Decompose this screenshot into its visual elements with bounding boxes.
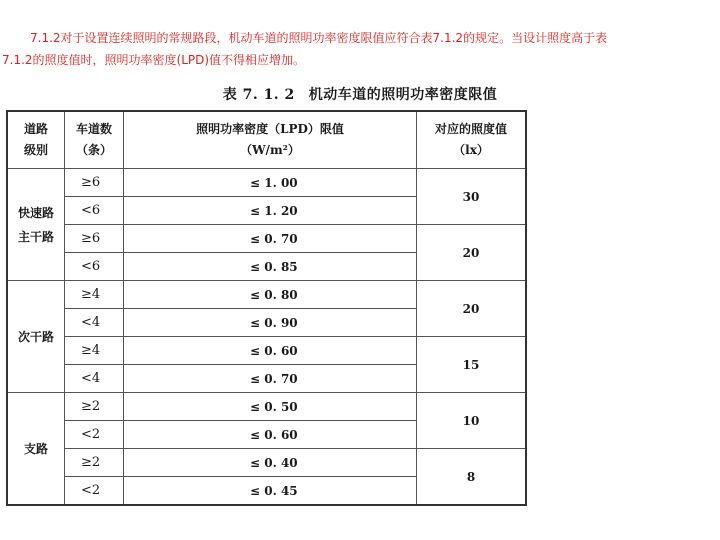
lpd-cell: ≤ 0. 70	[124, 225, 417, 253]
table-row	[7, 449, 526, 477]
table-row	[7, 337, 526, 365]
header-road-level	[7, 111, 65, 169]
lpd-cell: ≤ 0. 60	[124, 337, 417, 365]
header-road-level-line1: 道路	[23, 122, 48, 136]
illuminance-cell: 15	[417, 337, 527, 393]
lanes-cell: <6	[65, 253, 124, 281]
header-lpd-line1: 照明功率密度（LPD）限值	[196, 122, 344, 136]
lpd-cell: ≤ 0. 70	[124, 365, 417, 393]
table-wrapper	[6, 110, 527, 506]
road-level-cell	[7, 169, 65, 281]
table-row	[7, 225, 526, 253]
road-level-label: 主干路	[17, 229, 54, 244]
lanes-cell: ≥4	[65, 281, 124, 309]
illuminance-cell: 20	[417, 281, 527, 337]
header-illuminance	[417, 111, 527, 169]
lpd-cell: ≤ 1. 20	[124, 197, 417, 225]
header-illuminance-line2: （lx）	[453, 143, 489, 157]
lanes-cell: <4	[65, 309, 124, 337]
lanes-cell: <2	[65, 421, 124, 449]
table-row	[7, 393, 526, 421]
intro-paragraph	[2, 27, 702, 71]
road-level-cell	[7, 281, 65, 393]
header-lanes-line2: （条）	[75, 143, 112, 157]
table-header-row	[7, 111, 526, 169]
road-level-label: 支路	[23, 441, 48, 456]
lanes-cell: ≥6	[65, 225, 124, 253]
table-row	[7, 281, 526, 309]
intro-line-2: 7.1.2的照度值时，照明功率密度(LPD)值不得相应增加。	[2, 53, 306, 67]
lanes-cell: <2	[65, 477, 124, 506]
lanes-cell: ≥6	[65, 169, 124, 197]
lanes-cell: ≥2	[65, 393, 124, 421]
lanes-cell: <6	[65, 197, 124, 225]
road-level-label: 快速路	[17, 205, 54, 220]
header-lanes	[65, 111, 124, 169]
lpd-table	[6, 110, 527, 506]
lpd-cell: ≤ 0. 40	[124, 449, 417, 477]
header-illuminance-line1: 对应的照度值	[434, 122, 507, 136]
illuminance-cell: 20	[417, 225, 527, 281]
intro-line-1: 7.1.2对于设置连续照明的常规路段，机动车道的照明功率密度限值应符合表7.1.2的规定。当设计照度高于表	[30, 31, 608, 45]
header-lpd-line2: （W/m²）	[240, 143, 300, 157]
lanes-cell: <4	[65, 365, 124, 393]
table-row	[7, 169, 526, 197]
table-caption	[0, 84, 720, 104]
lanes-cell: ≥2	[65, 449, 124, 477]
header-road-level-line2: 级别	[23, 143, 48, 157]
road-level-label: 次干路	[17, 329, 54, 344]
header-lpd	[124, 111, 417, 169]
table-number: 表 7. 1. 2	[222, 87, 295, 103]
lpd-cell: ≤ 0. 90	[124, 309, 417, 337]
lpd-cell: ≤ 1. 00	[124, 169, 417, 197]
lpd-cell: ≤ 0. 50	[124, 393, 417, 421]
table-title: 机动车道的照明功率密度限值	[308, 87, 498, 103]
road-level-cell	[7, 393, 65, 506]
lpd-cell: ≤ 0. 85	[124, 253, 417, 281]
header-lanes-line1: 车道数	[75, 122, 112, 136]
illuminance-cell: 30	[417, 169, 527, 225]
illuminance-cell: 8	[417, 449, 527, 506]
lpd-cell: ≤ 0. 80	[124, 281, 417, 309]
lpd-cell: ≤ 0. 45	[124, 477, 417, 506]
illuminance-cell: 10	[417, 393, 527, 449]
lanes-cell: ≥4	[65, 337, 124, 365]
lpd-cell: ≤ 0. 60	[124, 421, 417, 449]
